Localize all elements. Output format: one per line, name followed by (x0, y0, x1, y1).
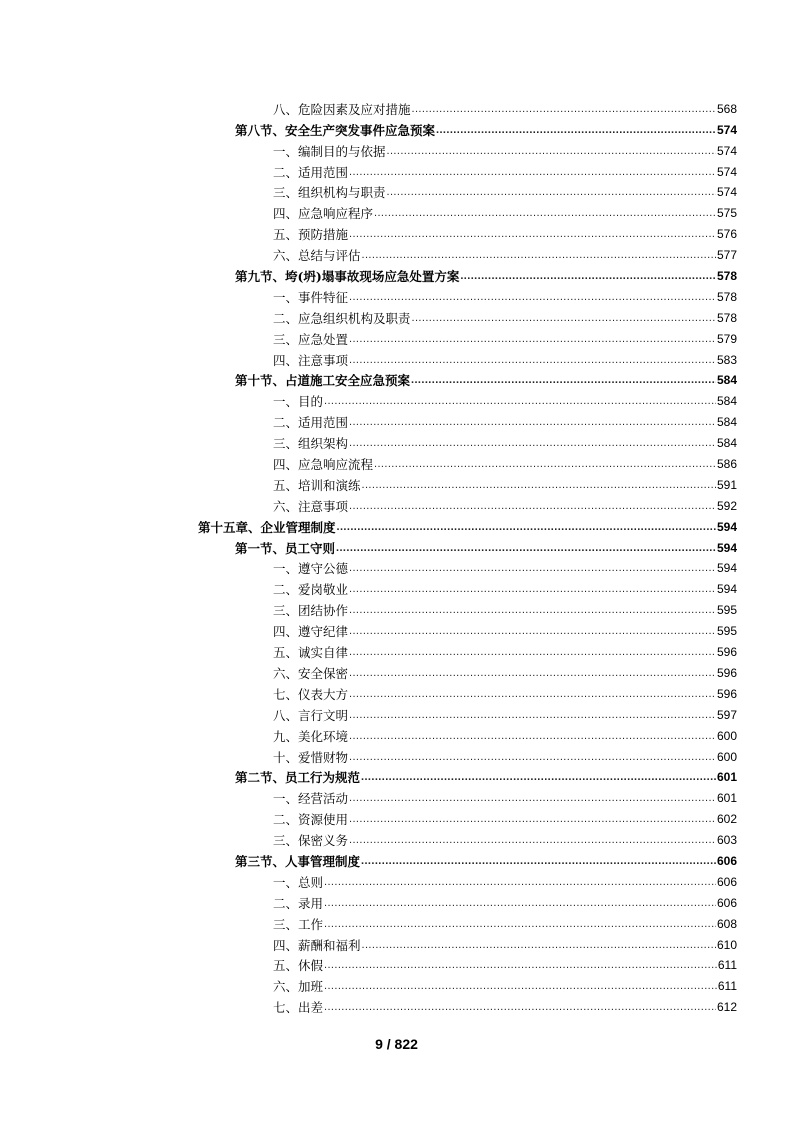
toc-subsection-entry[interactable] (0, 723, 793, 744)
toc-entry-page-number: 574 (716, 143, 737, 158)
toc-entry-page-number: 603 (716, 833, 737, 848)
toc-entry-page-number: 612 (716, 1000, 737, 1015)
toc-subsection-entry[interactable] (0, 744, 793, 765)
dot-leader (362, 248, 716, 263)
dot-leader (349, 165, 716, 180)
toc-subsection-entry[interactable] (0, 994, 793, 1015)
toc-subsection-entry[interactable] (0, 660, 793, 681)
toc-entry-page-number: 596 (716, 645, 737, 660)
toc-entry-page-number: 574 (716, 185, 737, 200)
toc-entry-page-number: 578 (716, 289, 737, 304)
toc-entry-page-number: 578 (716, 269, 737, 284)
toc-subsection-entry[interactable] (0, 556, 793, 577)
dot-leader (324, 917, 716, 932)
dot-leader (349, 353, 716, 368)
dot-leader (349, 561, 716, 576)
toc-subsection-entry[interactable] (0, 138, 793, 159)
toc-entry-title: 第十五章、企业管理制度 (198, 519, 336, 535)
toc-subsection-entry[interactable] (0, 681, 793, 702)
toc-subsection-entry[interactable] (0, 702, 793, 723)
toc-entry-page-number: 584 (716, 373, 737, 388)
toc-entry-page-number: 586 (716, 457, 737, 472)
toc-entry-title: 四、注意事项 (273, 352, 349, 368)
dot-leader (324, 1000, 716, 1015)
toc-entry-page-number: 574 (716, 164, 737, 179)
dot-leader (336, 541, 716, 556)
dot-leader (349, 666, 716, 681)
toc-subsection-entry[interactable] (0, 284, 793, 305)
toc-entry-title: 五、休假 (273, 958, 324, 974)
toc-entry-page-number: 592 (716, 498, 737, 513)
dot-leader (349, 290, 716, 305)
toc-subsection-entry[interactable] (0, 911, 793, 932)
toc-section-entry[interactable] (0, 263, 793, 284)
toc-entry-page-number: 608 (716, 916, 737, 931)
page-number-footer: 9 / 822 (375, 1036, 418, 1052)
toc-entry-title: 一、目的 (273, 394, 324, 410)
toc-subsection-entry[interactable] (0, 326, 793, 347)
toc-entry-title: 六、总结与评估 (273, 248, 361, 264)
toc-subsection-entry[interactable] (0, 96, 793, 117)
toc-entry-page-number: 583 (716, 352, 737, 367)
toc-entry-title: 六、注意事项 (273, 498, 349, 514)
toc-subsection-entry[interactable] (0, 430, 793, 451)
toc-entry-title: 七、出差 (273, 1000, 324, 1016)
toc-entry-title: 第二节、员工行为规范 (235, 770, 361, 786)
toc-entry-page-number: 606 (716, 874, 737, 889)
toc-entry-title: 一、经营活动 (273, 791, 349, 807)
dot-leader (349, 227, 716, 242)
dot-leader (324, 875, 716, 890)
toc-subsection-entry[interactable] (0, 869, 793, 890)
toc-entry-title: 一、遵守公德 (273, 561, 349, 577)
toc-subsection-entry[interactable] (0, 409, 793, 430)
toc-entry-page-number: 611 (717, 979, 737, 994)
dot-leader (411, 373, 716, 388)
toc-entry-page-number: 601 (716, 770, 737, 785)
dot-leader (324, 394, 716, 409)
dot-leader (349, 582, 716, 597)
toc-entry-title: 第八节、安全生产突发事件应急预案 (235, 122, 436, 138)
toc-entry-page-number: 577 (716, 248, 737, 263)
toc-subsection-entry[interactable] (0, 618, 793, 639)
toc-entry-title: 一、总则 (273, 874, 324, 890)
toc-entry-title: 五、诚实自律 (273, 645, 349, 661)
toc-subsection-entry[interactable] (0, 785, 793, 806)
toc-subsection-entry[interactable] (0, 597, 793, 618)
toc-entry-title: 二、应急组织机构及职责 (273, 310, 411, 326)
toc-entry-title: 二、录用 (273, 895, 324, 911)
toc-entry-page-number: 600 (716, 728, 737, 743)
toc-entry-page-number: 602 (716, 812, 737, 827)
toc-entry-page-number: 574 (716, 122, 737, 137)
toc-entry-title: 四、应急响应流程 (273, 457, 374, 473)
toc-entry-title: 三、保密义务 (273, 833, 349, 849)
toc-chapter-entry[interactable] (0, 514, 793, 535)
dot-leader (436, 123, 716, 138)
toc-entry-page-number: 579 (716, 331, 737, 346)
toc-entry-page-number: 568 (716, 101, 737, 116)
toc-entry-page-number: 595 (716, 624, 737, 639)
dot-leader (349, 833, 716, 848)
dot-leader (349, 499, 716, 514)
toc-entry-title: 二、适用范围 (273, 164, 349, 180)
toc-entry-title: 五、预防措施 (273, 227, 349, 243)
toc-entry-title: 六、安全保密 (273, 665, 349, 681)
toc-entry-page-number: 584 (716, 394, 737, 409)
toc-subsection-entry[interactable] (0, 388, 793, 409)
toc-subsection-entry[interactable] (0, 890, 793, 911)
toc-subsection-entry[interactable] (0, 806, 793, 827)
toc-subsection-entry[interactable] (0, 180, 793, 201)
toc-entry-page-number: 595 (716, 603, 737, 618)
toc-entry-page-number: 596 (716, 665, 737, 680)
toc-entry-page-number: 576 (716, 227, 737, 242)
dot-leader (362, 938, 716, 953)
toc-entry-title: 三、工作 (273, 916, 324, 932)
dot-leader (412, 311, 716, 326)
toc-entry-page-number: 594 (716, 561, 737, 576)
toc-subsection-entry[interactable] (0, 493, 793, 514)
dot-leader (460, 269, 716, 284)
dot-leader (349, 332, 716, 347)
toc-entry-page-number: 575 (716, 206, 737, 221)
toc-entry-title: 第九节、垮(坍)塌事故现场应急处置方案 (235, 269, 460, 285)
toc-entry-page-number: 584 (716, 415, 737, 430)
dot-leader (349, 687, 716, 702)
toc-entry-page-number: 584 (716, 436, 737, 451)
toc-entry-title: 一、编制目的与依据 (273, 143, 386, 159)
dot-leader (324, 958, 717, 973)
toc-entry-page-number: 594 (716, 582, 737, 597)
dot-leader (361, 770, 716, 785)
toc-subsection-entry[interactable] (0, 932, 793, 953)
toc-entry-title: 二、资源使用 (273, 812, 349, 828)
dot-leader (374, 457, 716, 472)
toc-entry-page-number: 594 (716, 519, 737, 534)
toc-entry-title: 第十节、占道施工安全应急预案 (235, 373, 411, 389)
dot-leader (324, 896, 716, 911)
dot-leader (361, 854, 716, 869)
dot-leader (387, 144, 716, 159)
toc-entry-title: 六、加班 (273, 979, 324, 995)
dot-leader (337, 520, 716, 535)
toc-entry-title: 八、危险因素及应对措施 (273, 101, 411, 117)
toc-entry-page-number: 611 (717, 958, 737, 973)
dot-leader (324, 979, 717, 994)
toc-section-entry[interactable] (0, 368, 793, 389)
toc-entry-title: 三、应急处置 (273, 331, 349, 347)
toc-entry-title: 二、适用范围 (273, 415, 349, 431)
toc-subsection-entry[interactable] (0, 639, 793, 660)
toc-subsection-entry[interactable] (0, 305, 793, 326)
toc-subsection-entry[interactable] (0, 953, 793, 974)
toc-subsection-entry[interactable] (0, 576, 793, 597)
toc-entry-title: 三、组织机构与职责 (273, 185, 386, 201)
toc-entry-page-number: 606 (716, 853, 737, 868)
toc-entry-title: 八、言行文明 (273, 707, 349, 723)
toc-entry-title: 一、事件特征 (273, 289, 349, 305)
toc-subsection-entry[interactable] (0, 242, 793, 263)
toc-section-entry[interactable] (0, 765, 793, 786)
toc-entry-title: 三、团结协作 (273, 603, 349, 619)
toc-entry-page-number: 594 (716, 540, 737, 555)
dot-leader (362, 478, 716, 493)
dot-leader (349, 750, 716, 765)
toc-entry-page-number: 610 (716, 937, 737, 952)
dot-leader (349, 624, 716, 639)
toc-section-entry[interactable] (0, 535, 793, 556)
toc-entry-title: 五、培训和演练 (273, 477, 361, 493)
toc-entry-title: 第三节、人事管理制度 (235, 853, 361, 869)
toc-entry-title: 三、组织架构 (273, 436, 349, 452)
toc-entry-title: 七、仪表大方 (273, 686, 349, 702)
toc-entry-page-number: 597 (716, 707, 737, 722)
dot-leader (349, 603, 716, 618)
toc-subsection-entry[interactable] (0, 827, 793, 848)
toc-entry-title: 第一节、员工守则 (235, 540, 336, 556)
dot-leader (349, 791, 716, 806)
toc-subsection-entry[interactable] (0, 472, 793, 493)
toc-subsection-entry[interactable] (0, 200, 793, 221)
dot-leader (349, 436, 716, 451)
toc-entry-title: 二、爱岗敬业 (273, 582, 349, 598)
toc-entry-page-number: 600 (716, 749, 737, 764)
toc-section-entry[interactable] (0, 848, 793, 869)
toc-entry-title: 十、爱惜财物 (273, 749, 349, 765)
dot-leader (349, 415, 716, 430)
toc-subsection-entry[interactable] (0, 347, 793, 368)
toc-entry-title: 四、遵守纪律 (273, 624, 349, 640)
toc-entry-page-number: 578 (716, 310, 737, 325)
toc-subsection-entry[interactable] (0, 973, 793, 994)
dot-leader (374, 206, 716, 221)
toc-subsection-entry[interactable] (0, 221, 793, 242)
toc-entry-page-number: 606 (716, 895, 737, 910)
dot-leader (387, 185, 716, 200)
toc-entry-page-number: 596 (716, 686, 737, 701)
dot-leader (349, 645, 716, 660)
toc-entry-title: 九、美化环境 (273, 728, 349, 744)
toc-subsection-entry[interactable] (0, 451, 793, 472)
toc-entry-title: 四、薪酬和福利 (273, 937, 361, 953)
dot-leader (349, 729, 716, 744)
toc-entry-page-number: 591 (716, 477, 737, 492)
dot-leader (412, 102, 716, 117)
table-of-contents (0, 96, 793, 1015)
toc-subsection-entry[interactable] (0, 159, 793, 180)
toc-section-entry[interactable] (0, 117, 793, 138)
toc-entry-title: 四、应急响应程序 (273, 206, 374, 222)
dot-leader (349, 812, 716, 827)
dot-leader (349, 708, 716, 723)
toc-entry-page-number: 601 (716, 791, 737, 806)
